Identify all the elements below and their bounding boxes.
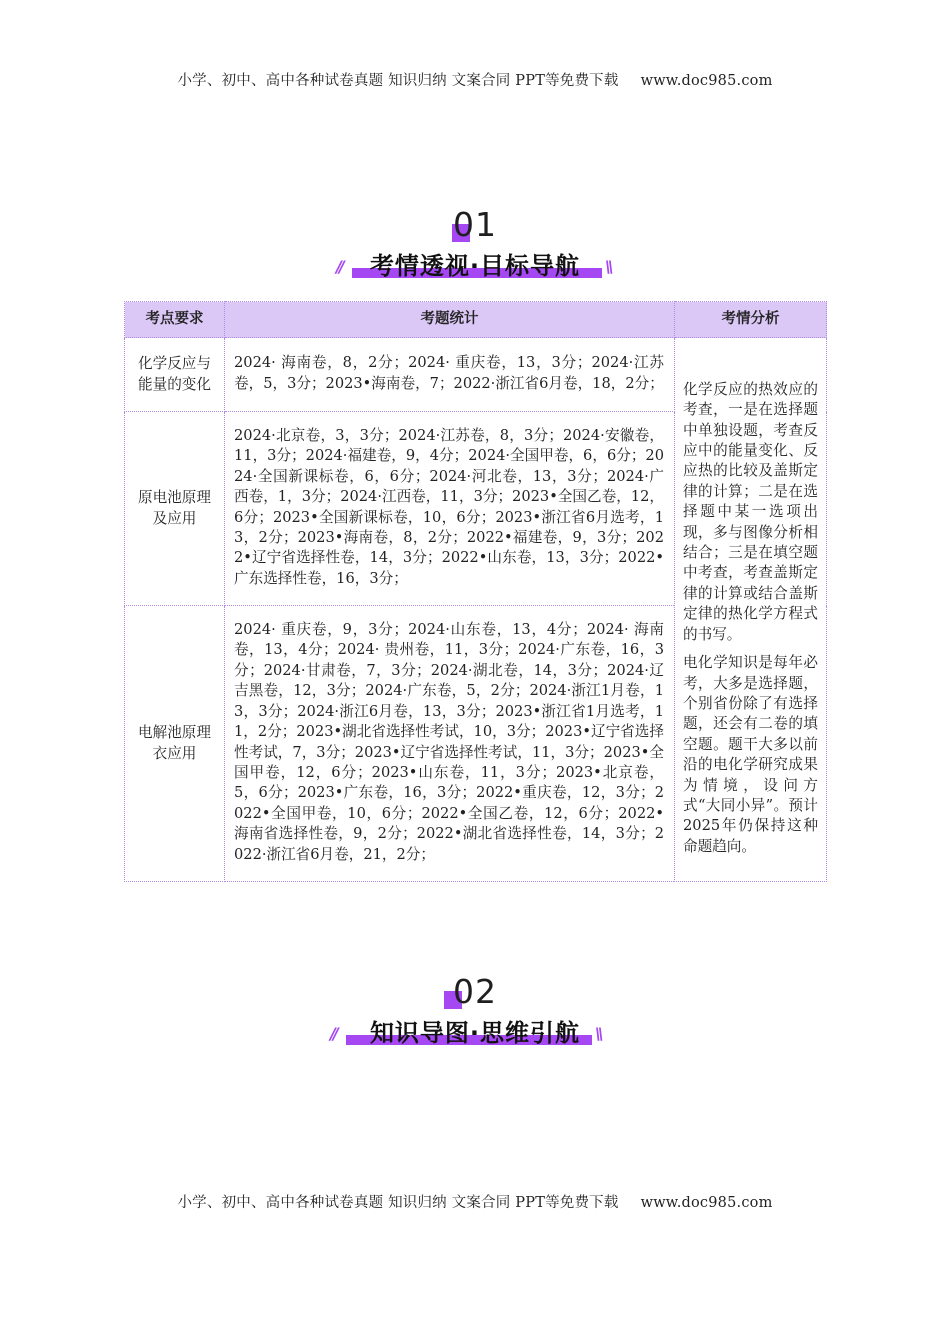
page-footer [0, 1191, 950, 1212]
column-header: 考点要求 [125, 302, 225, 338]
statistics-cell: 2024·北京卷，3，3分；2024·江苏卷，8，3分；2024·安徽卷，11，3分；2024·福建卷，9，4分；2024·全国甲卷，6，6分；2024·全国新课标卷，6，6分；2024·河北卷，13，3分；2024·广西卷，1，3分；2024·江西卷，11，3分；2023•全国乙卷，12，6分；2023•全国新课标卷，10，6分；2023•浙江省6月选考，13，2分；2023•海南卷，8，2分；2022•福建卷，9，3分；2022•辽宁省选择性卷，14，3分；2022•山东卷，13，3分；2022•广东选择性卷，16，3分； [225, 412, 675, 606]
column-header: 考题统计 [225, 302, 675, 338]
slash-decoration-right: \\ [595, 1024, 601, 1043]
table-row [125, 338, 827, 412]
header-text: 小学、初中、高中各种试卷真题 知识归纳 文案合同 PPT等免费下载 [177, 73, 619, 89]
slash-decoration-right: \\ [605, 257, 611, 276]
table-header-row [125, 302, 827, 338]
section-number: 02 [453, 972, 497, 1011]
topic-cell: 原电池原理及应用 [125, 412, 225, 606]
column-header: 考情分析 [675, 302, 827, 338]
header-site[interactable]: www.doc985.com [640, 73, 773, 89]
exam-statistics-table [124, 301, 827, 882]
footer-text: 小学、初中、高中各种试卷真题 知识归纳 文案合同 PPT等免费下载 [177, 1195, 619, 1211]
section-heading-1 [0, 205, 950, 285]
statistics-cell: 2024· 海南卷，8，2分；2024· 重庆卷，13，3分；2024·江苏卷，5，3分；2023•海南卷，7；2022·浙江省6月卷，18，2分； [225, 338, 675, 412]
analysis-paragraph: 化学反应的热效应的考查，一是在选择题中单独设题，考查反应中的能量变化、反应热的比较及盖斯定律的计算；二是在选择题中某一选项出现，多与图像分析相结合；三是在填空题中考查，考查盖斯定律的计算或结合盖斯定律的热化学方程式的书写。 [683, 380, 818, 643]
topic-cell: 化学反应与能量的变化 [125, 338, 225, 412]
statistics-cell: 2024· 重庆卷，9，3分；2024·山东卷，13，4分；2024· 海南卷，13，4分；2024· 贵州卷，11，3分；2024·广东卷，16，3分；2024·甘肃卷，7，3分；2024·湖北卷，14，3分；2024·辽吉黑卷，12，3分；2024·广东卷，5，2分；2024·浙江1月卷，13，3分；2024·浙江6月卷，13，3分；2023•浙江省1月选考，11，2分；2023•湖北省选择性考试，10，3分；2023•辽宁省选择性考试，7，3分；2023•辽宁省选择性考试，11，3分；2023•全国甲卷，12，6分；2023•山东卷，11，3分；2023•北京卷，5，6分；2023•广东卷，16，3分；2022•重庆卷，12，3分；2022•全国甲卷，10，6分；2022•全国乙卷，12，6分；2022•海南省选择性卷，9，2分；2022•湖北省选择性卷，14，3分；2022·浙江省6月卷，21，2分； [225, 606, 675, 882]
slash-decoration-left: // [330, 1024, 336, 1043]
section-title: 知识导图·思维引航 [369, 1019, 581, 1047]
analysis-cell [675, 338, 827, 882]
section-number: 01 [453, 205, 497, 244]
section-title: 考情透视·目标导航 [369, 252, 581, 280]
page-header [0, 69, 950, 90]
slash-decoration-left: // [336, 257, 342, 276]
footer-site[interactable]: www.doc985.com [640, 1195, 773, 1211]
section-heading-2 [0, 972, 950, 1052]
analysis-paragraph: 电化学知识是每年必考，大多是选择题，个别省份除了有选择题，还会有二卷的填空题。题干大多以前沿的电化学研究成果为情境，设问方式“大同小异”。预计2025年仍保持这种命题趋向。 [683, 654, 818, 855]
topic-cell: 电解池原理衣应用 [125, 606, 225, 882]
